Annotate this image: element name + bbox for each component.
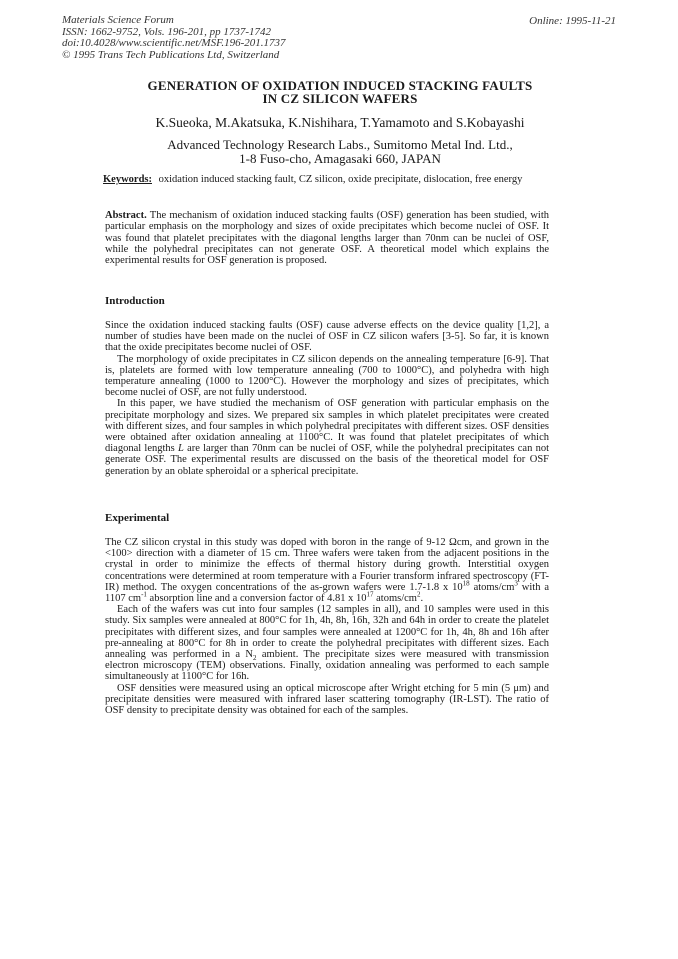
author-list: K.Sueoka, M.Akatsuka, K.Nishihara, T.Yamamoto and S.Kobayashi	[155, 115, 525, 130]
publication-metadata	[62, 15, 286, 61]
exp-p1-text-b: atoms/cm	[473, 581, 515, 593]
affiliation-line-2: 1-8 Fuso-cho, Amagasaki 660, JAPAN	[239, 150, 441, 166]
affiliation	[60, 138, 620, 165]
experimental-body	[105, 537, 549, 716]
intro-p3-part-b: are larger than 70nm can be nuclei of OSF, while the polyhedral precipitates can not generate OSF. The experimental results are discussed on the basis of the theoretical model for OSF generation by an oblate spheroidal or a spherical precipitate.	[105, 443, 549, 477]
exp-p1-text-a: The CZ silicon crystal in this study was doped with boron in the range of 9-12 Ωcm, and grown in the <100> direction with a diameter of 15 cm. Three wafers were taken from the adjacent positions in the crystal in order to minimize the effects of thermal history during growth. Interstitial oxygen concentrations were determined at room temperature with a Fourier transform infrared spectroscopy (FT-IR) method. The oxygen concentrations of the as-grown wafers were 1.7-1.8 x 10	[105, 537, 549, 593]
exp-p1-text-f: .	[420, 593, 424, 605]
online-date: Online: 1995-11-21	[529, 15, 616, 27]
introduction-heading: Introduction	[105, 295, 165, 307]
title-line-1: GENERATION OF OXIDATION INDUCED STACKING FAULTS	[147, 78, 533, 93]
introduction-paragraph-2: The morphology of oxide precipitates in CZ silicon depends on the annealing temperature [6-9]. That is, platelets are formed with low temperature annealing (700 to 1000°C), and polyhedra with high temperature annealing (1000 to 1200°C). However the morphology and sizes of precipitates, which become nuclei of OSF, are not fully understood.	[105, 353, 549, 399]
experimental-paragraph-2	[105, 604, 549, 682]
exponent-minus-1: -1	[141, 590, 147, 599]
introduction-paragraph-1: Since the oxidation induced stacking faults (OSF) cause adverse effects on the device quality [1,2], a number of studies have been made on the nuclei of OSF in CZ silicon wafers [3-5]. So far, it is known that the oxide precipitates become nuclei of OSF.	[105, 320, 549, 354]
copyright-line: © 1995 Trans Tech Publications Ltd, Switzerland	[62, 48, 280, 61]
title-line-2: IN CZ SILICON WAFERS	[262, 91, 418, 106]
exponent-18: 18	[462, 579, 470, 588]
abstract-label: Abstract.	[105, 210, 147, 221]
exp-p2-text-b: ambient. The precipitate sizes were measured with transmission electron microscopy (TEM) observations. Finally, oxidation annealing was performed to each sample simultaneously at 1100°C for 16h.	[105, 649, 550, 683]
nitrogen-subscript: 2	[253, 654, 257, 663]
introduction-body	[105, 320, 549, 477]
experimental-paragraph-1	[105, 537, 549, 604]
exponent-3: 3	[514, 579, 518, 588]
keywords-text: oxidation induced stacking fault, CZ silicon, oxide precipitate, dislocation, free energy	[158, 174, 523, 185]
experimental-paragraph-3: OSF densities were measured using an optical microscope after Wright etching for 5 min (5 μm) and precipitate densities were measured with infrared laser scattering tomography (IR-LST). The ratio of OSF density to precipitate density was obtained for each of the samples.	[105, 682, 549, 717]
paper-title	[60, 79, 620, 105]
exp-p1-text-e: atoms/cm	[376, 593, 417, 605]
issn-line: ISSN: 1662-9752, Vols. 196-201, pp 1737-1742	[62, 25, 271, 38]
abstract	[105, 210, 549, 266]
abstract-text: The mechanism of oxidation induced stacking faults (OSF) generation has been studied, with particular emphasis on the morphology and sizes of oxide precipitates which become nuclei of OSF. It was found that platelet precipitates with the diagonal lengths larger than 70nm can be nuclei of OSF, while the polyhedral precipitates can not generate OSF. A theoretical model which explains the experimental results for OSF generation is proposed.	[105, 210, 549, 267]
keywords	[103, 174, 522, 185]
keywords-label: Keywords:	[103, 174, 152, 185]
exp-p1-text-d: absorption line and a conversion factor of 4.81 x 10	[149, 593, 367, 605]
doi-line: doi:10.4028/www.scientific.net/MSF.196-201.1737	[62, 37, 286, 49]
journal-name: Materials Science Forum	[62, 14, 174, 26]
introduction-paragraph-3	[105, 398, 549, 476]
exponent-17: 17	[366, 590, 374, 599]
exp-p2-text-a: Each of the wafers was cut into four samples (12 samples in all), and 10 samples were used in this study. Six samples were annealed at 800°C for 1h, 4h, 8h, 16h, 32h and 64h in order to create the platelet precipitates with different sizes, and four samples were annealed at 1200°C for 1h, 4h, 8h and 16h after pre-annealing at 800°C for 8h in order to create the polyhedral precipitates with different sizes. Each annealing was performed in a N	[105, 604, 549, 661]
intro-p3-part-a: In this paper, we have studied the mechanism of OSF generation with particular emphasis on the precipitate morphology and sizes. We prepared six samples in which platelet precipitates were created with different sizes, and four samples in which polyhedral precipitates with different sizes. OSF densities were obtained after oxidation annealing at 1100°C. It was found that platelet precipitates of which diagonal lengths	[105, 398, 549, 455]
exponent-2: 2	[416, 590, 421, 599]
affiliation-line-1: Advanced Technology Research Labs., Sumitomo Metal Ind. Ltd.,	[167, 137, 513, 152]
diagonal-length-variable: L	[177, 443, 184, 455]
experimental-heading: Experimental	[105, 512, 170, 524]
exp-p1-text-c: with a 1107 cm	[105, 581, 550, 605]
